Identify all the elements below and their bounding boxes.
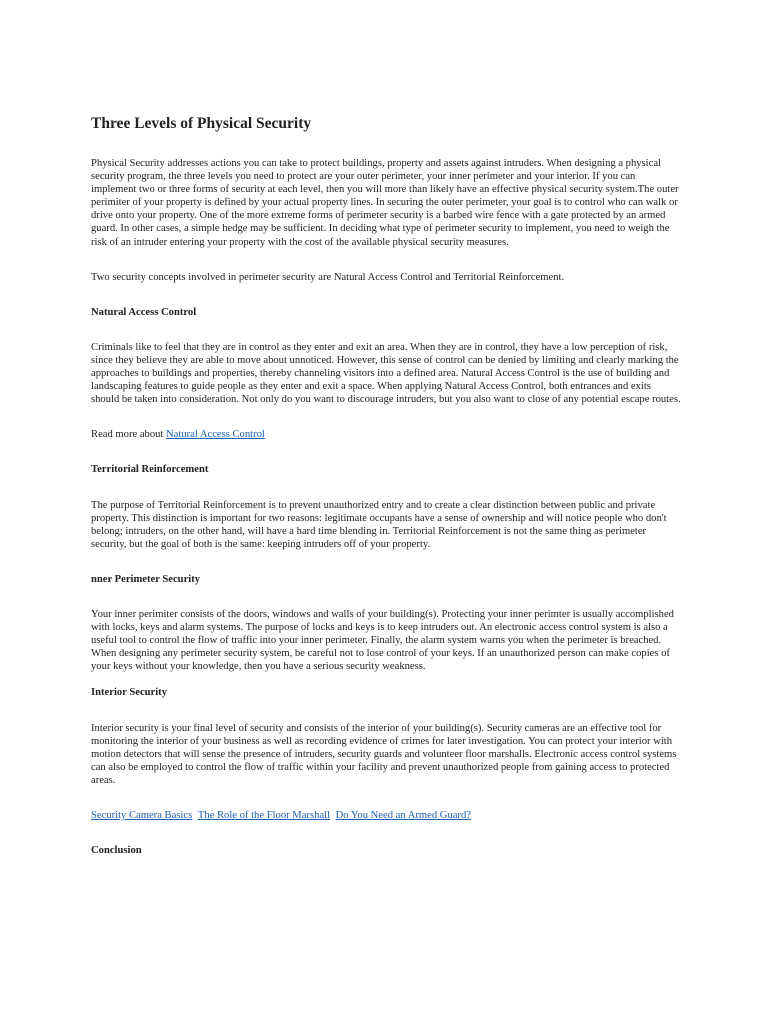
read-more-line (91, 428, 681, 441)
article-body (91, 114, 681, 879)
interior-paragraph: Interior security is your final level of security and consists of the interior of your building(s). Security cameras are an effective tool for monitoring the interior of your business as well as recording evidence of crimes for later investigation. You can protect your interior with motion detectors that will sense the presence of intruders, security guards and volunteer floor marshalls. Electronic access control systems can also be employed to control the flow of traffic within your facility and prevent unauthorized people from gaining access to protected areas. (91, 722, 677, 786)
inner-perimeter-heading: nner Perimeter Security (91, 573, 201, 585)
inner-perimeter-paragraph: Your inner perimiter consists of the doors, windows and walls of your building(s). Protecting your inner perimter is usually accomplished with locks, keys and alarm systems. The purpose of locks and keys is to keep intruders out. An electronic access control system is also a useful tool to control the flow of traffic into your inner perimeter. Finally, the alarm system warns you when the perimeter is breached. When designing any perimeter security system, be careful not to lose control of your keys. If an unauthorized person can make copies of your keys without your knowledge, then you have a serious security weakness. (91, 608, 674, 673)
concepts-paragraph: Two security concepts involved in perimeter security are Natural Access Control and Territorial Reinforcement. (91, 271, 565, 283)
natural-access-heading: Natural Access Control (91, 306, 197, 318)
read-more-prefix: Read more about (91, 429, 167, 441)
natural-access-link[interactable]: Natural Access Control (166, 429, 265, 441)
natural-access-paragraph: Criminals like to feel that they are in control as they enter and exit an area. When they are in control, they have a low perception of risk, since they believe they are able to move about unnoticed. However, this sense of control can be denied by limiting and clearly marking the approaches to buildings and properties, thereby channeling visitors into a defined area. Natural Access Control is the use of building and landscaping features to guide people as they enter and exit a space. When applying Natural Access Control, both entrances and exits should be taken into consideration. Not only do you want to discourage intruders, but you also want to close of any potential escape routes. (91, 341, 681, 406)
intro-paragraph: Physical Security addresses actions you can take to protect buildings, property and assets against intruders. When designing a physical security program, the three levels you need to protect are your outer perimeter, your inner perimeter and your interior. If you can implement two or three forms of security at each level, then you will more than likely have an effective physical security system.The outer perimiter of your property is defined by your actual property lines. In securing the outer perimeter, your goal is to control who can walk or drive onto your property. One of the more extreme forms of perimeter security is a barbed wire fence with a gate protected by an armed guard. In other cases, a simple hedge may be sufficient. In deciding what type of perimeter security to implement, you need to weigh the risk of an intruder entering your property with the cost of the available physical security measures. (91, 158, 679, 248)
related-links (91, 809, 681, 822)
article-title: Three Levels of Physical Security (91, 115, 312, 132)
territorial-heading: Territorial Reinforcement (91, 464, 209, 476)
conclusion-heading: Conclusion (91, 845, 142, 857)
armed-guard-link[interactable]: Do You Need an Armed Guard? (335, 810, 471, 821)
security-camera-basics-link[interactable]: Security Camera Basics (91, 810, 193, 821)
territorial-paragraph: The purpose of Territorial Reinforcement is to prevent unauthorized entry and to create a clear distinction between public and private property. This distinction is important for two reasons: legitimate occupants have a sense of ownership and will notice people who don't belong; intruders, on the other hand, will have a hard time blending in. Territorial Reinforcement is not the same thing as perimeter security, but the goal of both is the same: keeping intruders off of your property. (91, 499, 667, 550)
floor-marshall-link[interactable]: The Role of the Floor Marshall (197, 810, 330, 821)
interior-heading: Interior Security (91, 687, 168, 699)
